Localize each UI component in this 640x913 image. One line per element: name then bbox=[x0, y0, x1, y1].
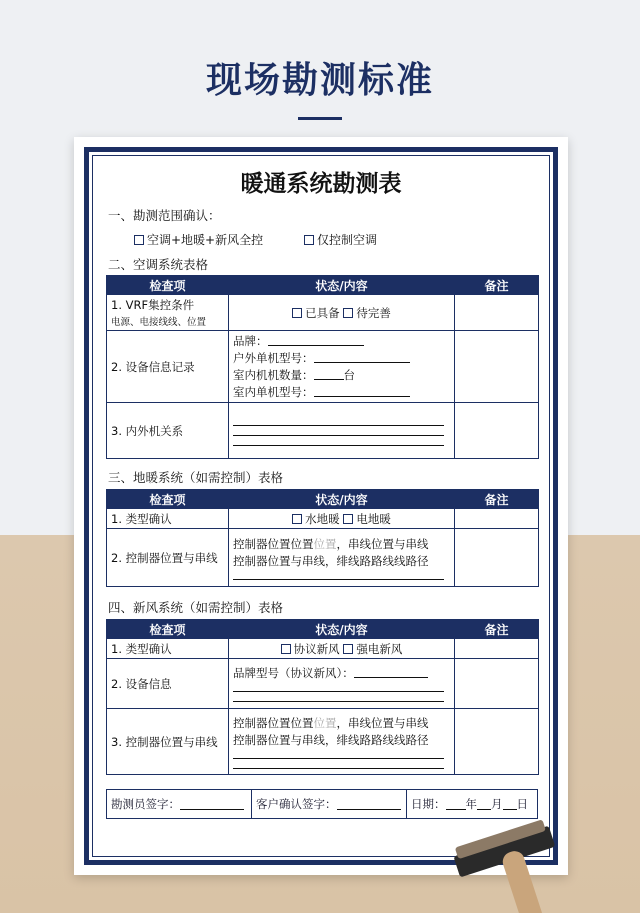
note-cell[interactable] bbox=[455, 639, 539, 659]
note-cell[interactable] bbox=[455, 403, 539, 459]
note-cell[interactable] bbox=[455, 295, 539, 331]
controller-field[interactable] bbox=[233, 570, 444, 580]
fresh-air-table: 检查项 状态/内容 备注 1. 类型确认 协议新风 强电新风 2. 设备信息 品牌型号（协议新风）： 3. 控制器位置与串线 控制器位置位置位置，串线位置与串线 控制器位置与串线，绯线路路线线路径 bbox=[106, 619, 539, 775]
col-header-status: 状态/内容 bbox=[229, 620, 455, 639]
section-3-title: 三、地暖系统（如需控制）表格 bbox=[108, 470, 284, 485]
col-header-status: 状态/内容 bbox=[229, 490, 455, 509]
checkbox-icon[interactable] bbox=[304, 235, 314, 245]
section-4-title: 四、新风系统（如需控制）表格 bbox=[108, 600, 284, 615]
col-header-item: 检查项 bbox=[107, 620, 229, 639]
scope-option-ac-only[interactable]: 仅控制空调 bbox=[304, 231, 377, 248]
title-underline bbox=[298, 117, 342, 120]
table-row: 1. 类型确认 bbox=[107, 639, 229, 659]
table-row: 1. 类型确认 bbox=[107, 509, 229, 529]
table-row: 3. 内外机关系 bbox=[107, 403, 229, 459]
note-cell[interactable] bbox=[455, 659, 539, 709]
checkbox-icon[interactable] bbox=[292, 308, 302, 318]
note-cell[interactable] bbox=[455, 509, 539, 529]
col-header-item: 检查项 bbox=[107, 490, 229, 509]
note-cell[interactable] bbox=[455, 331, 539, 403]
note-cell[interactable] bbox=[455, 529, 539, 587]
customer-signature-field[interactable] bbox=[337, 799, 401, 810]
section-2-title: 二、空调系统表格 bbox=[108, 257, 209, 272]
table-row: 3. 控制器位置与串线 bbox=[107, 709, 229, 775]
floor-heating-table: 检查项 状态/内容 备注 1. 类型确认 水地暖 电地暖 2. 控制器位置与串线 控制器位置位置位置，串线位置与串线 控制器位置与串线，绯线路路线线路径 bbox=[106, 489, 539, 587]
relation-field[interactable] bbox=[229, 403, 455, 459]
checkbox-icon[interactable] bbox=[343, 514, 353, 524]
form-sheet bbox=[74, 137, 568, 875]
table-row: 2. 控制器位置与串线 bbox=[107, 529, 229, 587]
checkbox-icon[interactable] bbox=[292, 514, 302, 524]
section-1-title: 一、勘测范围确认： bbox=[108, 208, 221, 223]
checkbox-icon[interactable] bbox=[343, 308, 353, 318]
indoor-model-field[interactable] bbox=[314, 386, 410, 397]
checkbox-icon[interactable] bbox=[281, 644, 291, 654]
rubber-stamp-icon bbox=[446, 810, 606, 913]
table-row: 2. 设备信息 bbox=[107, 659, 229, 709]
checkbox-icon[interactable] bbox=[134, 235, 144, 245]
col-header-note: 备注 bbox=[455, 276, 539, 295]
col-header-note: 备注 bbox=[455, 490, 539, 509]
surveyor-signature-field[interactable] bbox=[180, 799, 244, 810]
table-row: 1. VRF集控条件 电源、电接线线、位置 bbox=[107, 295, 229, 331]
indoor-count-field[interactable] bbox=[314, 369, 344, 380]
brand-model-field[interactable] bbox=[354, 667, 428, 678]
note-cell[interactable] bbox=[455, 709, 539, 775]
outdoor-model-field[interactable] bbox=[314, 352, 410, 363]
col-header-note: 备注 bbox=[455, 620, 539, 639]
ac-table: 检查项 状态/内容 备注 1. VRF集控条件 电源、电接线线、位置 已具备 待完善 2. 设备信息记录 品牌： 户外单机型号： 室内机机数量： 台 室内单机型号： 3. 内外机关系 bbox=[106, 275, 539, 459]
checkbox-icon[interactable] bbox=[343, 644, 353, 654]
page-title: 现场勘测标准 bbox=[205, 60, 434, 101]
scope-option-full[interactable]: 空调+地暖+新风全控 bbox=[134, 231, 263, 248]
signature-row: 勘测员签字： 客户确认签字： 日期： 年 月 日 bbox=[106, 789, 538, 819]
table-row: 2. 设备信息记录 bbox=[107, 331, 229, 403]
col-header-item: 检查项 bbox=[107, 276, 229, 295]
form-title: 暖通系统勘测表 bbox=[240, 171, 402, 197]
brand-field[interactable] bbox=[268, 335, 364, 346]
col-header-status: 状态/内容 bbox=[229, 276, 455, 295]
